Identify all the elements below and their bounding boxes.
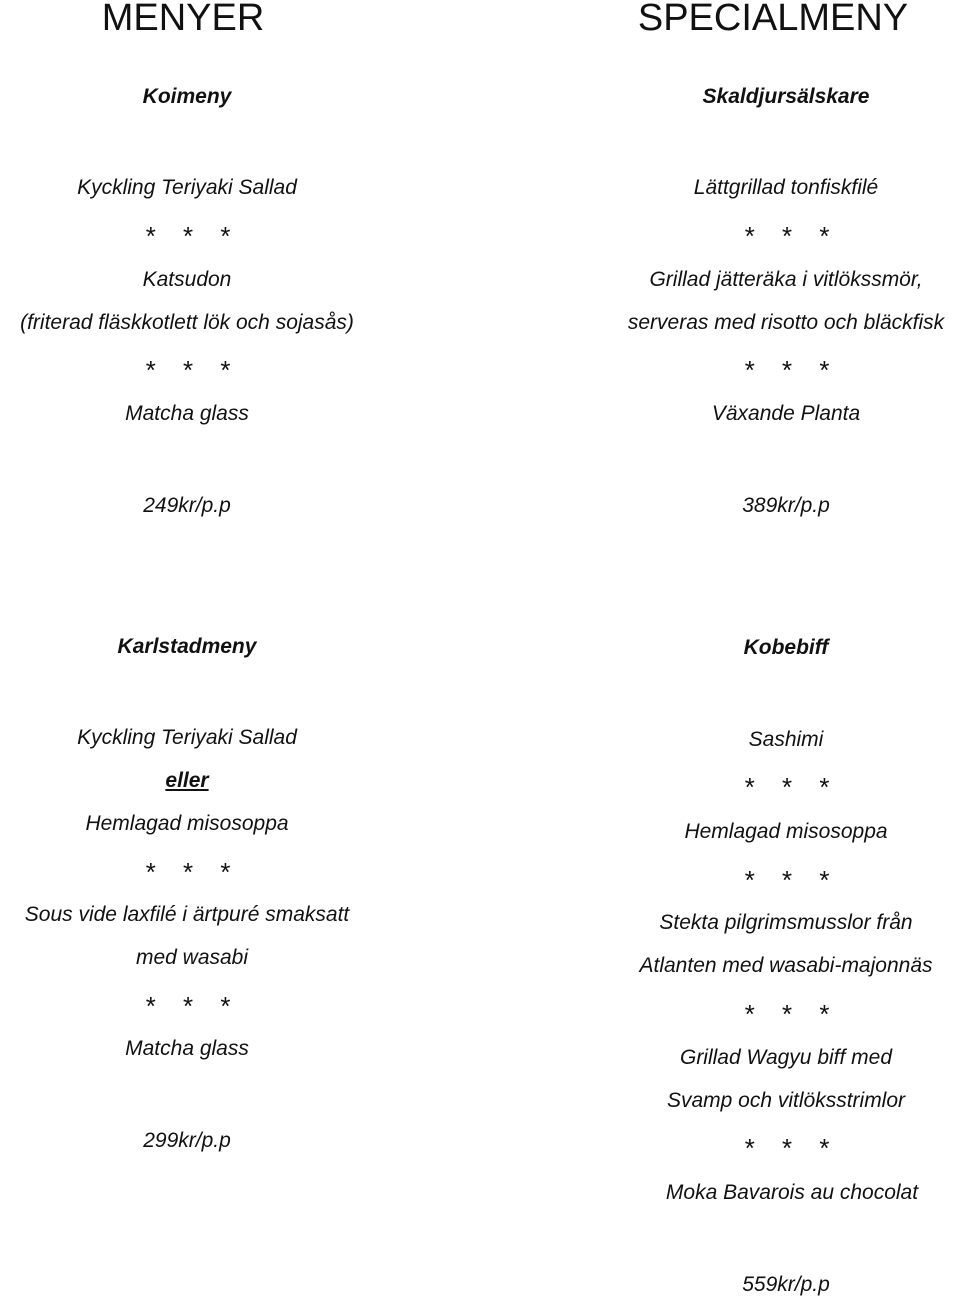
or-label: eller xyxy=(165,769,209,792)
separator: * * * xyxy=(743,772,839,802)
menu-title: Koimeny xyxy=(142,85,232,108)
menu-price: 559kr/p.p xyxy=(742,1273,830,1296)
separator: * * * xyxy=(743,221,839,251)
menu-item: Växande Planta xyxy=(711,402,861,425)
separator: * * * xyxy=(144,991,240,1021)
menu-item: Grillad jätteräka i vitlökssmör, xyxy=(649,268,923,291)
menu-item: Hemlagad misosoppa xyxy=(684,820,888,843)
menu-item: Hemlagad misosoppa xyxy=(85,812,289,835)
menu-item: Kyckling Teriyaki Sallad xyxy=(77,176,297,199)
menu-item: Grillad Wagyu biff med xyxy=(679,1046,893,1069)
separator: * * * xyxy=(144,857,240,887)
menu-item-description: med wasabi xyxy=(135,946,249,969)
menu-item: Sous vide laxfilé i ärtpuré smaksatt xyxy=(24,903,350,926)
separator: * * * xyxy=(743,865,839,895)
menu-item: Matcha glass xyxy=(125,1037,249,1060)
menu-title: Karlstadmeny xyxy=(117,635,257,658)
menu-item: Lättgrillad tonfiskfilé xyxy=(693,176,879,199)
separator: * * * xyxy=(743,999,839,1029)
separator: * * * xyxy=(144,355,240,385)
menu-item: Moka Bavarois au chocolat xyxy=(665,1181,919,1204)
menu-price: 299kr/p.p xyxy=(143,1129,231,1152)
menu-item-description: Atlanten med wasabi-majonnäs xyxy=(639,954,933,977)
separator: * * * xyxy=(743,1133,839,1163)
menu-item: Matcha glass xyxy=(125,402,249,425)
left-header: MENYER xyxy=(101,0,265,39)
separator: * * * xyxy=(743,355,839,385)
menu-item: Sashimi xyxy=(748,728,824,751)
menu-title: Kobebiff xyxy=(743,636,829,659)
menu-item-description: serveras med risotto och bläckfisk xyxy=(627,311,945,334)
menu-item: Stekta pilgrimsmusslor från xyxy=(659,911,913,934)
separator: * * * xyxy=(144,221,240,251)
menu-item: Kyckling Teriyaki Sallad xyxy=(77,726,297,749)
menu-item-description: (friterad fläskkotlett lök och sojasås) xyxy=(20,311,354,334)
menu-price: 249kr/p.p xyxy=(143,494,231,517)
menu-title: Skaldjursälskare xyxy=(702,85,870,108)
right-header: SPECIALMENY xyxy=(637,0,909,39)
menu-item-description: Svamp och vitlöksstrimlor xyxy=(666,1089,906,1112)
menu-price: 389kr/p.p xyxy=(742,494,830,517)
menu-item: Katsudon xyxy=(142,268,232,291)
